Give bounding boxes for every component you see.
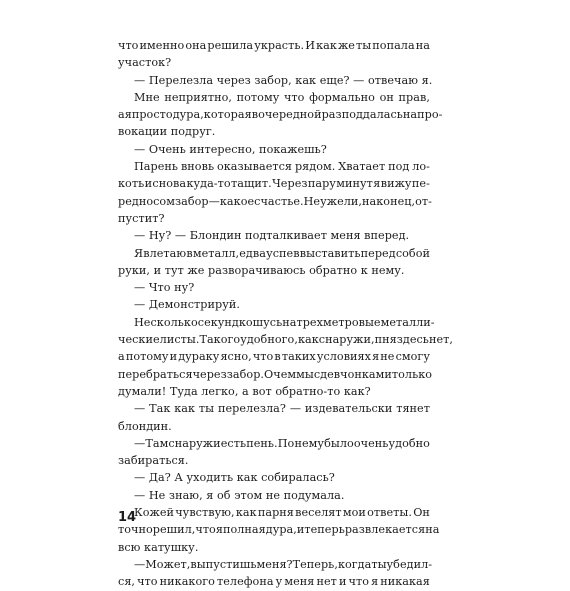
word: выпустишь — [190, 557, 257, 571]
text-line: — Что ну? — [134, 281, 195, 295]
word: выставить — [299, 246, 361, 260]
word: теперь — [304, 523, 345, 537]
word: ты — [371, 557, 387, 571]
word: удобного, — [240, 333, 298, 347]
text-line: — Ну? — Блондин подталкивает меня вперед. — [134, 229, 410, 243]
body-text — [118, 37, 453, 591]
word: снаружи — [168, 436, 221, 450]
text-line: — Очень интересно, покажешь? — [134, 142, 327, 156]
word: парня — [257, 506, 294, 520]
word: трехметровые — [296, 315, 381, 329]
word: счастье. — [254, 194, 304, 208]
word: Хватает — [338, 160, 386, 174]
word: меня — [284, 575, 315, 589]
text-line: — Не знаю, я об этом не подумала. — [134, 488, 345, 502]
word: снаружи, — [318, 333, 375, 347]
word: точно — [118, 523, 153, 537]
word: ся, — [118, 575, 136, 589]
word: потому — [125, 350, 169, 364]
word: забор. — [226, 367, 265, 381]
word: оказывается — [216, 160, 293, 174]
word: я — [215, 523, 223, 537]
word: таких — [281, 350, 316, 364]
text-line — [118, 193, 430, 210]
text-line: всю катушку. — [118, 540, 199, 554]
word: как — [297, 333, 319, 347]
word: — — [208, 194, 220, 208]
word: — — [289, 402, 302, 416]
word: куда-то — [186, 177, 231, 191]
word: в — [274, 350, 281, 364]
word: в — [251, 108, 259, 122]
word: перелезла? — [217, 402, 286, 416]
word: О — [264, 367, 274, 381]
word: ческие — [118, 333, 160, 347]
word: Там — [145, 436, 169, 450]
word: — — [134, 436, 146, 450]
text-line: вокации подруг. — [118, 125, 216, 139]
word: — — [134, 402, 146, 416]
word: очень — [353, 436, 389, 450]
text-line — [118, 245, 430, 262]
word: на — [415, 39, 430, 52]
text-line: блондин. — [118, 419, 172, 433]
word: ясно, — [220, 350, 252, 364]
word: Мне — [134, 90, 160, 104]
word: и — [169, 350, 178, 364]
word: мы — [296, 367, 314, 381]
text-line — [118, 314, 435, 331]
word: от- — [415, 194, 432, 208]
word: Кожей — [134, 506, 175, 520]
word: попала — [372, 39, 415, 52]
word: пару — [307, 177, 336, 191]
word: чувствую, — [175, 506, 235, 520]
word: Может, — [145, 557, 191, 571]
word: меня? — [256, 557, 293, 571]
word: она — [185, 39, 207, 52]
word: а — [118, 108, 125, 122]
word: как — [235, 506, 257, 520]
text-line: — Да? А уходить как собиралась? — [134, 471, 335, 485]
word: металли- — [380, 315, 435, 329]
text-line: думали! Туда легко, а вот обратно-то как? — [118, 384, 371, 398]
word: очередной — [258, 108, 322, 122]
text-line — [118, 504, 430, 521]
word: не — [380, 350, 395, 364]
word: Он — [413, 506, 430, 520]
word: пня — [374, 333, 397, 347]
text-line: забираться. — [118, 454, 189, 468]
word: секунд — [197, 315, 239, 329]
word: на — [425, 523, 440, 537]
word: решила — [207, 39, 254, 52]
word: ло- — [412, 160, 430, 174]
text-line — [118, 331, 453, 348]
word: забор — [174, 194, 209, 208]
word: убедил- — [386, 557, 433, 571]
word: как — [316, 39, 337, 52]
word: решил, — [152, 523, 196, 537]
word: когда — [337, 557, 372, 571]
word: ответы. — [367, 506, 412, 520]
text-line — [118, 89, 430, 106]
text-line — [118, 348, 430, 365]
word: какое — [219, 194, 255, 208]
word: — — [134, 557, 146, 571]
word: потому — [236, 90, 280, 104]
word: ты — [198, 402, 215, 416]
text-line — [118, 37, 430, 54]
word: просто — [131, 108, 173, 122]
word: тянет — [396, 402, 430, 416]
word: И — [305, 39, 315, 52]
word: пе- — [411, 177, 430, 191]
word: прав, — [398, 90, 430, 104]
text-line: — Перелезла через забор, как еще? — отвечаю я. — [134, 73, 433, 87]
text-line — [118, 106, 443, 123]
word: дураку — [178, 350, 220, 364]
word: металл, — [192, 246, 240, 260]
word: что — [252, 350, 274, 364]
text-line — [118, 435, 430, 452]
word: вижу — [380, 177, 412, 191]
page-number: 14 — [118, 510, 137, 525]
word: я — [371, 575, 379, 589]
word: на — [402, 108, 418, 122]
word: как — [174, 402, 196, 416]
word: в — [186, 246, 193, 260]
text-line: — Демонстрируй. — [134, 298, 240, 312]
word: а — [118, 350, 125, 364]
word: развлекается — [344, 523, 426, 537]
word: успев — [266, 246, 300, 260]
word: кошусь — [238, 315, 283, 329]
text-line — [118, 556, 433, 573]
text-line — [118, 158, 430, 175]
word: никакая — [380, 575, 430, 589]
word: на — [282, 315, 297, 329]
word: удобно — [388, 436, 430, 450]
word: я — [373, 177, 381, 191]
word: дура, — [265, 523, 297, 537]
word: что — [137, 575, 158, 589]
word: у — [275, 575, 283, 589]
word: Такого — [199, 333, 241, 347]
word: я — [124, 108, 132, 122]
word: пень. — [246, 436, 278, 450]
word: никакого — [159, 575, 215, 589]
word: что — [283, 90, 305, 104]
word: рядом. — [294, 160, 336, 174]
word: есть — [220, 436, 247, 450]
word: Теперь, — [292, 557, 338, 571]
word: через — [192, 367, 227, 381]
word: под — [388, 160, 410, 174]
word: и — [144, 177, 153, 191]
word: было — [324, 436, 354, 450]
word: телефона — [217, 575, 274, 589]
word: и — [338, 575, 347, 589]
word: Я — [134, 246, 144, 260]
word: условиях — [316, 350, 372, 364]
word: я — [372, 350, 380, 364]
word: вновь — [180, 160, 215, 174]
word: По — [277, 436, 295, 450]
word: влетаю — [143, 246, 187, 260]
word: ты — [356, 39, 372, 52]
word: полная — [222, 523, 266, 537]
word: смогу — [395, 350, 430, 364]
word: перебраться — [118, 367, 193, 381]
word: же — [337, 39, 355, 52]
word: Несколько — [134, 315, 198, 329]
word: снова — [152, 177, 187, 191]
word: Парень — [134, 160, 179, 174]
word: с — [313, 367, 321, 381]
word: девчонками — [320, 367, 392, 381]
word: тащит. — [231, 177, 272, 191]
word: что — [195, 523, 216, 537]
word: нему — [294, 436, 324, 450]
text-line: руки, и тут же разворачиваюсь обратно к нему. — [118, 263, 405, 277]
word: что — [118, 39, 139, 52]
word: Неужели, — [303, 194, 363, 208]
word: он — [379, 90, 394, 104]
word: едва — [239, 246, 266, 260]
word: минут — [336, 177, 373, 191]
word: веселят — [295, 506, 342, 520]
word: собой — [395, 246, 430, 260]
word: здесь — [396, 333, 429, 347]
word: формально — [309, 90, 375, 104]
text-line: участок? — [118, 56, 172, 70]
word: что — [348, 575, 369, 589]
word: поддалась — [341, 108, 403, 122]
word: чем — [273, 367, 297, 381]
word: которая — [203, 108, 252, 122]
text-line: пустит? — [118, 211, 165, 225]
word: только — [391, 367, 433, 381]
text-line — [118, 573, 430, 590]
word: наконец, — [362, 194, 416, 208]
word: дура, — [172, 108, 204, 122]
word: нет, — [428, 333, 453, 347]
word: ред — [118, 194, 139, 208]
word: про- — [417, 108, 443, 122]
text-line — [118, 175, 430, 192]
word: украсть. — [254, 39, 305, 52]
word: Так — [149, 402, 171, 416]
word: и — [296, 523, 305, 537]
word: перед — [360, 246, 396, 260]
text-line — [118, 521, 440, 538]
word: носом — [138, 194, 175, 208]
text-line — [118, 366, 433, 383]
text-line — [118, 400, 430, 417]
word: издевательски — [304, 402, 393, 416]
word: нет — [316, 575, 337, 589]
word: Через — [272, 177, 308, 191]
word: листы. — [159, 333, 200, 347]
word: раз — [321, 108, 342, 122]
word: именно — [139, 39, 185, 52]
word: неприятно, — [164, 90, 232, 104]
word: коть — [118, 177, 145, 191]
word: мои — [342, 506, 366, 520]
